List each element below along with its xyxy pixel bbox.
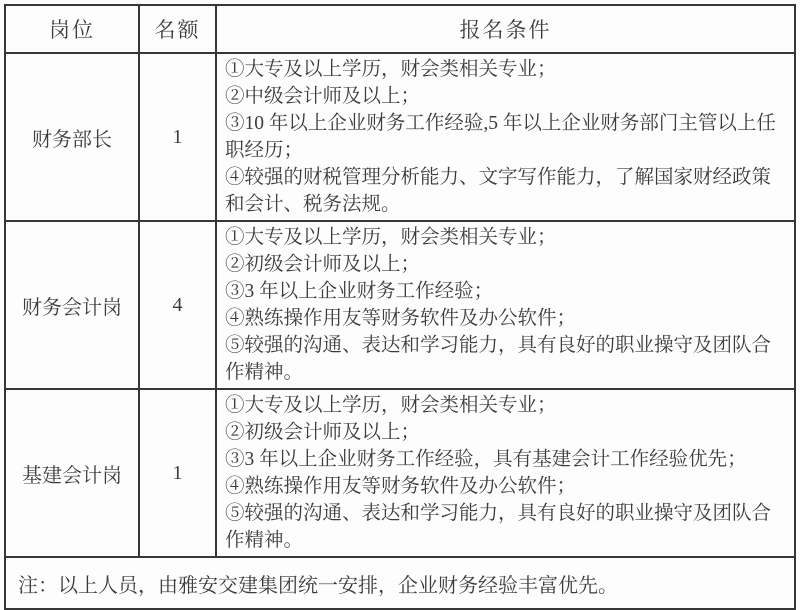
condition-line: ①大专及以上学历，财会类相关专业； — [225, 227, 557, 248]
table-row — [5, 53, 795, 221]
conditions-cell — [216, 221, 795, 389]
position-cell: 财务部长 — [5, 53, 139, 221]
condition-line: ①大专及以上学历，财会类相关专业； — [225, 59, 557, 80]
condition-line: ①大专及以上学历，财会类相关专业； — [225, 395, 557, 416]
table-row — [5, 389, 795, 557]
quota-cell: 1 — [139, 53, 216, 221]
condition-line: ⑤较强的沟通、表达和学习能力，具有良好的职业操守及团队合作精神。 — [225, 335, 772, 383]
condition-line: ④熟练操作用友等财务软件及办公软件； — [225, 476, 577, 497]
conditions-cell — [216, 53, 795, 221]
recruitment-table — [4, 4, 796, 610]
condition-line: ③10 年以上企业财务工作经验,5 年以上企业财务部门主管以上任职经历； — [225, 113, 776, 161]
table-header-row — [5, 5, 795, 53]
condition-line: ⑤较强的沟通、表达和学习能力，具有良好的职业操守及团队合作精神。 — [225, 503, 772, 551]
position-cell: 基建会计岗 — [5, 389, 139, 557]
table-row — [5, 221, 795, 389]
conditions-cell — [216, 389, 795, 557]
condition-line: ③3 年以上企业财务工作经验，具有基建会计工作经验优先； — [225, 449, 747, 470]
header-quota: 名额 — [139, 5, 216, 53]
condition-line: ④熟练操作用友等财务软件及办公软件； — [225, 308, 577, 329]
condition-line: ②中级会计师及以上； — [225, 86, 421, 107]
note-cell: 注：以上人员，由雅安交建集团统一安排，企业财务经验丰富优先。 — [5, 557, 795, 609]
condition-line: ④较强的财税管理分析能力、文字写作能力，了解国家财经政策和会计、税务法规。 — [225, 167, 772, 215]
position-cell: 财务会计岗 — [5, 221, 139, 389]
quota-cell: 1 — [139, 389, 216, 557]
condition-line: ②初级会计师及以上； — [225, 422, 421, 443]
condition-line: ②初级会计师及以上； — [225, 254, 421, 275]
table-note-row — [5, 557, 795, 609]
quota-cell: 4 — [139, 221, 216, 389]
condition-line: ③3 年以上企业财务工作经验； — [225, 281, 494, 302]
header-conditions: 报名条件 — [216, 5, 795, 53]
header-position: 岗位 — [5, 5, 139, 53]
